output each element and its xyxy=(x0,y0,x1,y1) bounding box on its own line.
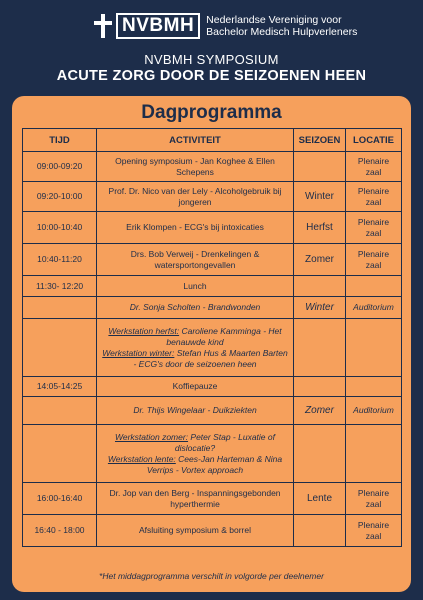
symposium-label: NVBMH SYMPOSIUM xyxy=(144,52,279,67)
activity-cell: Drs. Bob Verweij - Drenkelingen & watersportongevallen xyxy=(97,244,294,276)
location-cell xyxy=(346,319,402,377)
table-row xyxy=(23,425,402,483)
location-cell: Plenaire zaal xyxy=(346,483,402,515)
time-cell: 09:20-10:00 xyxy=(23,182,97,212)
col-header-activity: ACTIVITEIT xyxy=(97,129,294,152)
activity-cell: Koffiepauze xyxy=(97,377,294,397)
time-cell xyxy=(23,425,97,483)
time-cell: 14:05-14:25 xyxy=(23,377,97,397)
footnote: *Het middagprogramma verschilt in volgorde per deelnemer xyxy=(99,571,324,581)
time-cell: 11:30- 12:20 xyxy=(23,276,97,297)
activity-cell: Dr. Jop van den Berg - Inspanningsgebonden hyperthermie xyxy=(97,483,294,515)
table-row xyxy=(23,377,402,397)
table-row xyxy=(23,483,402,515)
location-cell: Auditorium xyxy=(346,297,402,319)
time-cell: 16:40 - 18:00 xyxy=(23,515,97,547)
program-table xyxy=(22,128,402,547)
activity-cell: Lunch xyxy=(97,276,294,297)
workstation-text: Caroliene Kamminga - Het benauwde kind xyxy=(166,325,282,347)
table-row xyxy=(23,515,402,547)
activity-cell: Afsluiting symposium & borrel xyxy=(97,515,294,547)
season-cell: Zomer xyxy=(294,397,346,425)
time-cell xyxy=(23,319,97,377)
table-row xyxy=(23,319,402,377)
table-row xyxy=(23,182,402,212)
logo-subtitle: Nederlandse Vereniging voor Bachelor Medisch Hulpverleners xyxy=(206,14,358,38)
table-row xyxy=(23,297,402,319)
table-row xyxy=(23,212,402,244)
table-row xyxy=(23,276,402,297)
location-cell: Plenaire zaal xyxy=(346,152,402,182)
workstation-label: Werkstation lente: xyxy=(107,453,176,464)
season-cell xyxy=(294,425,346,483)
workstation-label: Werkstation winter: xyxy=(102,347,175,358)
season-cell xyxy=(294,515,346,547)
program-title: Dagprogramma xyxy=(141,102,282,123)
activity-cell: Opening symposium - Jan Koghee & Ellen Schepens xyxy=(97,152,294,182)
season-cell: Lente xyxy=(294,483,346,515)
program-card xyxy=(12,96,411,592)
season-cell xyxy=(294,319,346,377)
location-cell: Plenaire zaal xyxy=(346,182,402,212)
season-cell: Winter xyxy=(294,297,346,319)
workstation-text: Peter Stap - Luxatie of dislocatie? xyxy=(174,431,275,453)
activity-cell: Prof. Dr. Nico van der Lely - Alcoholgebruik bij jongeren xyxy=(97,182,294,212)
medical-cross-icon xyxy=(92,14,114,38)
activity-cell: Dr. Sonja Scholten - Brandwonden xyxy=(97,297,294,319)
logo-wordmark: NVBMH xyxy=(116,13,200,39)
col-header-season: SEIZOEN xyxy=(294,129,346,152)
workstation-text: Stefan Hus & Maarten Barten - ECG's door de seizoenen heen xyxy=(133,347,288,369)
time-cell xyxy=(23,397,97,425)
location-cell: Plenaire zaal xyxy=(346,212,402,244)
location-cell xyxy=(346,377,402,397)
season-cell: Herfst xyxy=(294,212,346,244)
logo xyxy=(92,13,357,39)
season-cell: Zomer xyxy=(294,244,346,276)
activity-cell: Dr. Thijs Wingelaar - Duikziekten xyxy=(97,397,294,425)
season-cell xyxy=(294,377,346,397)
table-row xyxy=(23,244,402,276)
workstation-cell xyxy=(97,319,294,377)
time-cell: 16:00-16:40 xyxy=(23,483,97,515)
time-cell: 10:00-10:40 xyxy=(23,212,97,244)
location-cell xyxy=(346,425,402,483)
workstation-cell xyxy=(97,425,294,483)
col-header-time: TIJD xyxy=(23,129,97,152)
location-cell: Plenaire zaal xyxy=(346,515,402,547)
season-cell xyxy=(294,276,346,297)
time-cell xyxy=(23,297,97,319)
table-row xyxy=(23,152,402,182)
location-cell: Auditorium xyxy=(346,397,402,425)
activity-cell: Erik Klompen - ECG's bij intoxicaties xyxy=(97,212,294,244)
workstation-text: Cees-Jan Harteman & Nina Verrips - Vortex approach xyxy=(146,453,283,475)
col-header-location: LOCATIE xyxy=(346,129,402,152)
table-row xyxy=(23,397,402,425)
workstation-label: Werkstation herfst: xyxy=(108,325,180,336)
table-header-row xyxy=(23,129,402,152)
workstation-label: Werkstation zomer: xyxy=(114,431,189,442)
time-cell: 09:00-09:20 xyxy=(23,152,97,182)
season-cell xyxy=(294,152,346,182)
location-cell xyxy=(346,276,402,297)
location-cell: Plenaire zaal xyxy=(346,244,402,276)
time-cell: 10:40-11:20 xyxy=(23,244,97,276)
symposium-title: ACUTE ZORG DOOR DE SEIZOENEN HEEN xyxy=(56,68,367,84)
season-cell: Winter xyxy=(294,182,346,212)
